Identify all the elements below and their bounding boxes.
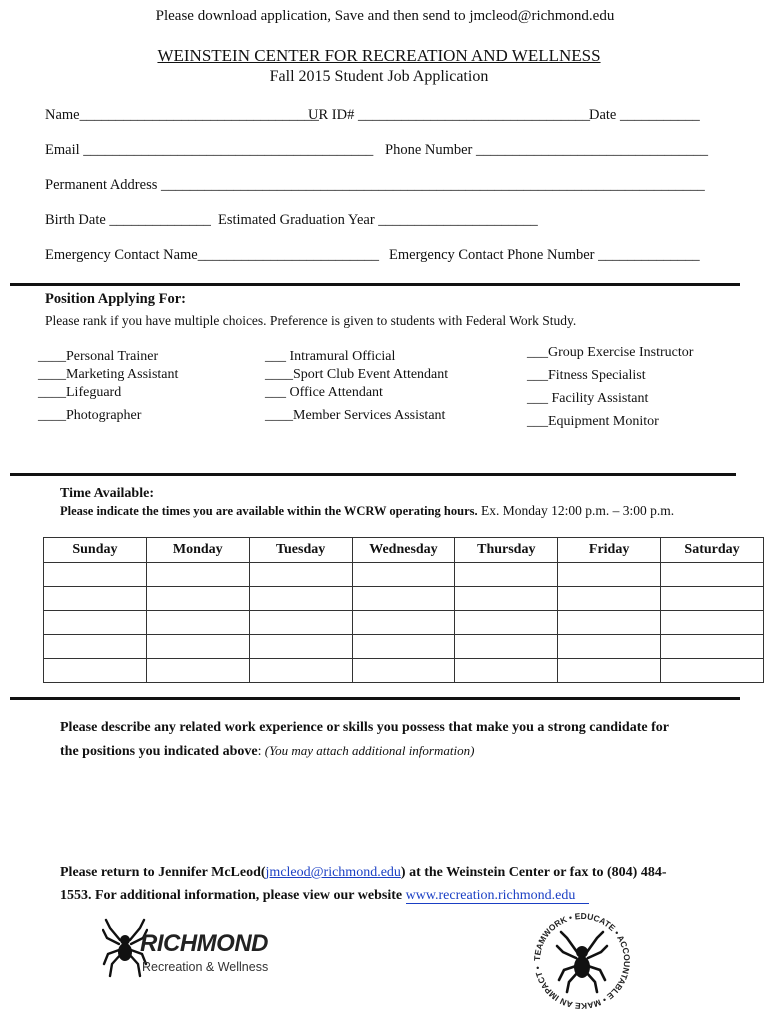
- position-facility-assistant[interactable]: ___ Facility Assistant: [527, 391, 649, 406]
- time-cell[interactable]: [558, 659, 661, 683]
- time-cell[interactable]: [661, 587, 764, 611]
- time-cell[interactable]: [249, 611, 352, 635]
- table-header-row: [44, 538, 764, 563]
- return-email-link[interactable]: jmcleod@richmond.edu: [265, 865, 401, 880]
- position-group-exercise-instructor[interactable]: ___Group Exercise Instructor: [527, 345, 694, 360]
- time-cell[interactable]: [661, 563, 764, 587]
- date-field[interactable]: Date ___________: [589, 107, 700, 123]
- position-member-services-assistant[interactable]: ____Member Services Assistant: [265, 408, 446, 423]
- day-header: Saturday: [661, 538, 764, 563]
- position-marketing-assistant[interactable]: ____Marketing Assistant: [38, 367, 179, 382]
- time-instruction-example: Ex. Monday 12:00 p.m. – 3:00 p.m.: [477, 503, 675, 518]
- position-intramural-official[interactable]: ___ Intramural Official: [265, 349, 396, 364]
- time-cell[interactable]: [661, 659, 764, 683]
- time-cell[interactable]: [558, 563, 661, 587]
- table-row: [44, 587, 764, 611]
- table-row: [44, 611, 764, 635]
- positions-instruction: Please rank if you have multiple choices. Preference is given to students with Federal Work Study.: [45, 313, 577, 328]
- return-instruction-line1: [60, 865, 666, 881]
- emergency-contact-name-field[interactable]: Emergency Contact Name_________________________: [45, 247, 379, 263]
- experience-prompt-line1: Please describe any related work experience or skills you possess that make you a strong candidate for: [60, 720, 669, 735]
- time-cell[interactable]: [352, 587, 455, 611]
- time-cell[interactable]: [146, 587, 249, 611]
- time-cell[interactable]: [146, 659, 249, 683]
- day-header: Tuesday: [249, 538, 352, 563]
- urid-field[interactable]: UR ID# ________________________________: [308, 107, 590, 123]
- return-instruction-line2: [60, 888, 589, 904]
- time-cell[interactable]: [558, 587, 661, 611]
- time-cell[interactable]: [352, 611, 455, 635]
- return-text: Please return to Jennifer McLeod(: [60, 865, 266, 880]
- position-office-attendant[interactable]: ___ Office Attendant: [265, 385, 383, 400]
- svg-text:TEAMWORK • EDUCATE • ACCOUNTAB: TEAMWORK • EDUCATE • ACCOUNTABLE • MAKE AN IMPACT •: [531, 910, 633, 1012]
- name-field[interactable]: Name_________________________________: [45, 107, 319, 123]
- day-header: Friday: [558, 538, 661, 563]
- time-cell[interactable]: [146, 611, 249, 635]
- experience-prompt-colon: :: [257, 744, 262, 759]
- section-divider: [10, 697, 740, 700]
- positions-heading: Position Applying For:: [45, 291, 186, 307]
- time-instruction-bold: Please indicate the times you are available within the WCRW operating hours.: [60, 504, 478, 518]
- time-cell[interactable]: [44, 587, 147, 611]
- download-instruction: Please download application, Save and then send to jmcleod@richmond.edu: [155, 8, 615, 24]
- position-personal-trainer[interactable]: ____Personal Trainer: [38, 349, 159, 364]
- time-cell[interactable]: [661, 611, 764, 635]
- time-cell[interactable]: [44, 635, 147, 659]
- values-seal-logo: [527, 906, 637, 1016]
- day-header: Wednesday: [352, 538, 455, 563]
- position-equipment-monitor[interactable]: ___Equipment Monitor: [527, 414, 659, 429]
- richmond-wordmark: RICHMOND: [140, 930, 268, 957]
- phone-field[interactable]: Phone Number ________________________________: [385, 142, 709, 158]
- form-subtitle: Fall 2015 Student Job Application: [269, 68, 489, 85]
- time-cell[interactable]: [455, 659, 558, 683]
- position-photographer[interactable]: ____Photographer: [38, 408, 142, 423]
- time-heading: Time Available:: [60, 486, 154, 501]
- time-cell[interactable]: [352, 659, 455, 683]
- position-lifeguard[interactable]: ____Lifeguard: [38, 385, 122, 400]
- experience-prompt-bold: the positions you indicated above: [60, 744, 258, 759]
- time-cell[interactable]: [249, 659, 352, 683]
- time-cell[interactable]: [146, 563, 249, 587]
- website-link[interactable]: www.recreation.richmond.edu: [406, 888, 590, 904]
- time-cell[interactable]: [558, 611, 661, 635]
- position-sport-club-event-attendant[interactable]: ____Sport Club Event Attendant: [265, 367, 449, 382]
- time-cell[interactable]: [249, 587, 352, 611]
- website-prompt: 1553. For additional information, please view our website: [60, 888, 406, 903]
- time-cell[interactable]: [44, 659, 147, 683]
- time-cell[interactable]: [44, 563, 147, 587]
- graduation-year-field[interactable]: Estimated Graduation Year ______________________: [218, 212, 538, 228]
- experience-prompt-italic: (You may attach additional information): [261, 743, 475, 758]
- position-fitness-specialist[interactable]: ___Fitness Specialist: [527, 368, 646, 383]
- day-header: Sunday: [44, 538, 147, 563]
- availability-table: [43, 537, 764, 683]
- time-cell[interactable]: [455, 635, 558, 659]
- time-cell[interactable]: [661, 635, 764, 659]
- time-cell[interactable]: [558, 635, 661, 659]
- time-cell[interactable]: [249, 563, 352, 587]
- section-divider: [10, 283, 740, 286]
- emergency-contact-phone-field[interactable]: Emergency Contact Phone Number ______________: [389, 247, 700, 263]
- time-cell[interactable]: [455, 611, 558, 635]
- table-row: [44, 659, 764, 683]
- richmond-subtitle: Recreation & Wellness: [142, 960, 269, 974]
- day-header: Thursday: [455, 538, 558, 563]
- richmond-recreation-logo: [102, 918, 267, 980]
- table-row: [44, 635, 764, 659]
- form-title: WEINSTEIN CENTER FOR RECREATION AND WELLNESS: [157, 46, 601, 65]
- time-cell[interactable]: [352, 563, 455, 587]
- table-row: [44, 563, 764, 587]
- time-cell[interactable]: [455, 587, 558, 611]
- day-header: Monday: [146, 538, 249, 563]
- time-cell[interactable]: [146, 635, 249, 659]
- time-cell[interactable]: [352, 635, 455, 659]
- seal-icon: [527, 906, 637, 1016]
- time-cell[interactable]: [249, 635, 352, 659]
- address-field[interactable]: Permanent Address ___________________________________________________________________________: [45, 177, 705, 193]
- experience-prompt-line2: [60, 743, 474, 760]
- time-cell[interactable]: [44, 611, 147, 635]
- section-divider: [10, 473, 736, 476]
- time-cell[interactable]: [455, 563, 558, 587]
- birth-date-field[interactable]: Birth Date ______________: [45, 212, 211, 228]
- time-instruction: [60, 503, 674, 519]
- return-text-fax: ) at the Weinstein Center or fax to (804) 484-: [400, 865, 667, 880]
- email-field[interactable]: Email ________________________________________: [45, 142, 374, 158]
